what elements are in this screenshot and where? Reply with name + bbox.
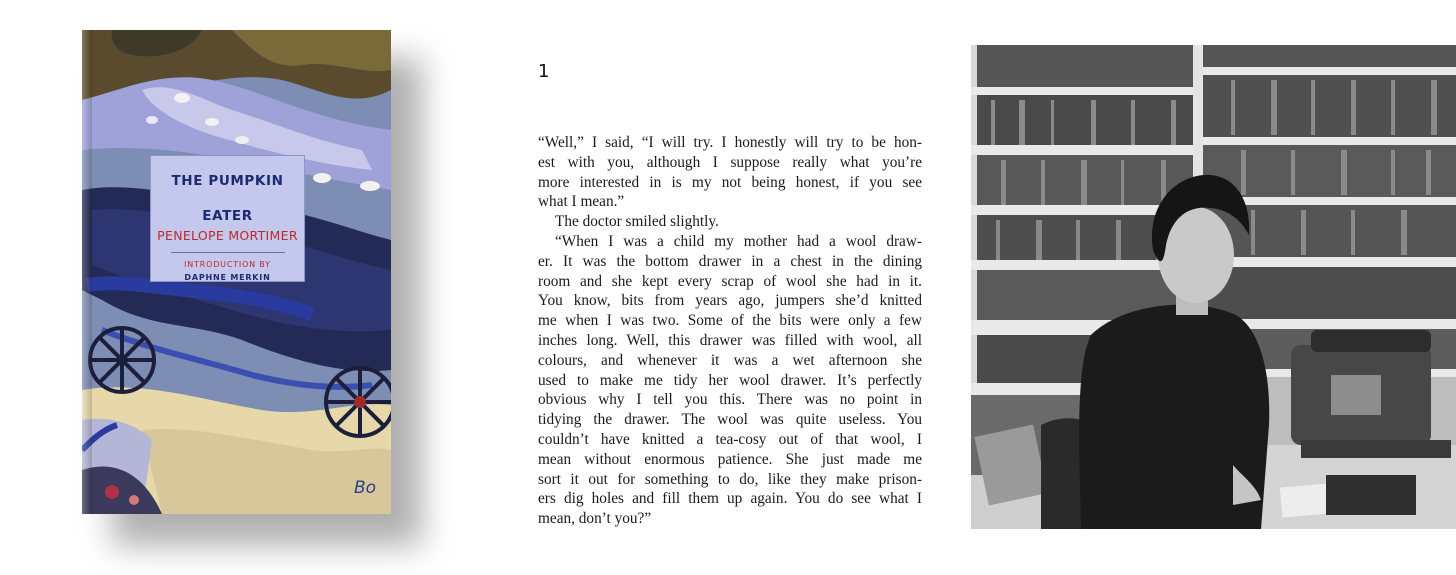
text-line: mean, don’t you?”	[538, 510, 652, 528]
text-line: what I mean.”	[538, 193, 625, 211]
text-line: tidying the drawer. The wool was quite useless. You	[538, 411, 922, 429]
introduction-author: DAPHNE MERKIN	[184, 273, 271, 282]
text-line: “Well,” I said, “I will try. I honestly will try to be hon-	[538, 134, 922, 151]
text-line: ers dig holes and fill them up again. You do see what I	[538, 490, 922, 508]
chapter-number: 1	[538, 61, 550, 82]
author-photo	[971, 45, 1456, 529]
book-title-line-1: THE PUMPKIN	[171, 173, 284, 189]
text-line: used to make me tidy her wool drawer. It’s perfectly	[538, 371, 922, 389]
text-line: colours, and whenever it was a wet afternoon she	[538, 351, 922, 369]
cover-spine-shade	[82, 30, 92, 514]
text-line: me when I was two. Some of the bits were only a few	[538, 312, 922, 330]
text-line: sort it out for something to do, like they make prison-	[538, 470, 922, 488]
book-author: PENELOPE MORTIMER	[157, 228, 298, 243]
text-line: mean without enormous patience. She just made me	[538, 450, 922, 468]
text-line: room and she kept every scrap of wool she had in it.	[538, 272, 922, 290]
book-title-line-2: EATER	[202, 208, 253, 224]
introduction-label: INTRODUCTION BY	[184, 260, 271, 269]
text-line: You know, bits from years ago, jumpers she’d knitted	[538, 292, 922, 310]
artist-signature: Bo	[354, 478, 377, 498]
cover-title-label	[150, 155, 305, 282]
text-line: est with you, although I suppose really what you’re	[538, 153, 922, 171]
text-line: couldn’t have knitted a tea-cosy out of that wool, I	[538, 430, 922, 448]
author-photo-image	[971, 45, 1456, 529]
text-line: er. It was the bottom drawer in a chest in the dining	[538, 252, 922, 270]
text-line: more interested in is my not being honest, if you see	[538, 173, 922, 191]
label-divider	[171, 252, 285, 253]
text-line: “When I was a child my mother had a wool draw-	[555, 232, 922, 250]
text-line: The doctor smiled slightly.	[555, 213, 719, 231]
book-cover	[82, 30, 391, 514]
text-line: inches long. Well, this drawer was filled with wool, all	[538, 331, 922, 349]
text-line: obvious why I tell you this. There was no point in	[538, 391, 922, 409]
page-text	[538, 133, 922, 529]
